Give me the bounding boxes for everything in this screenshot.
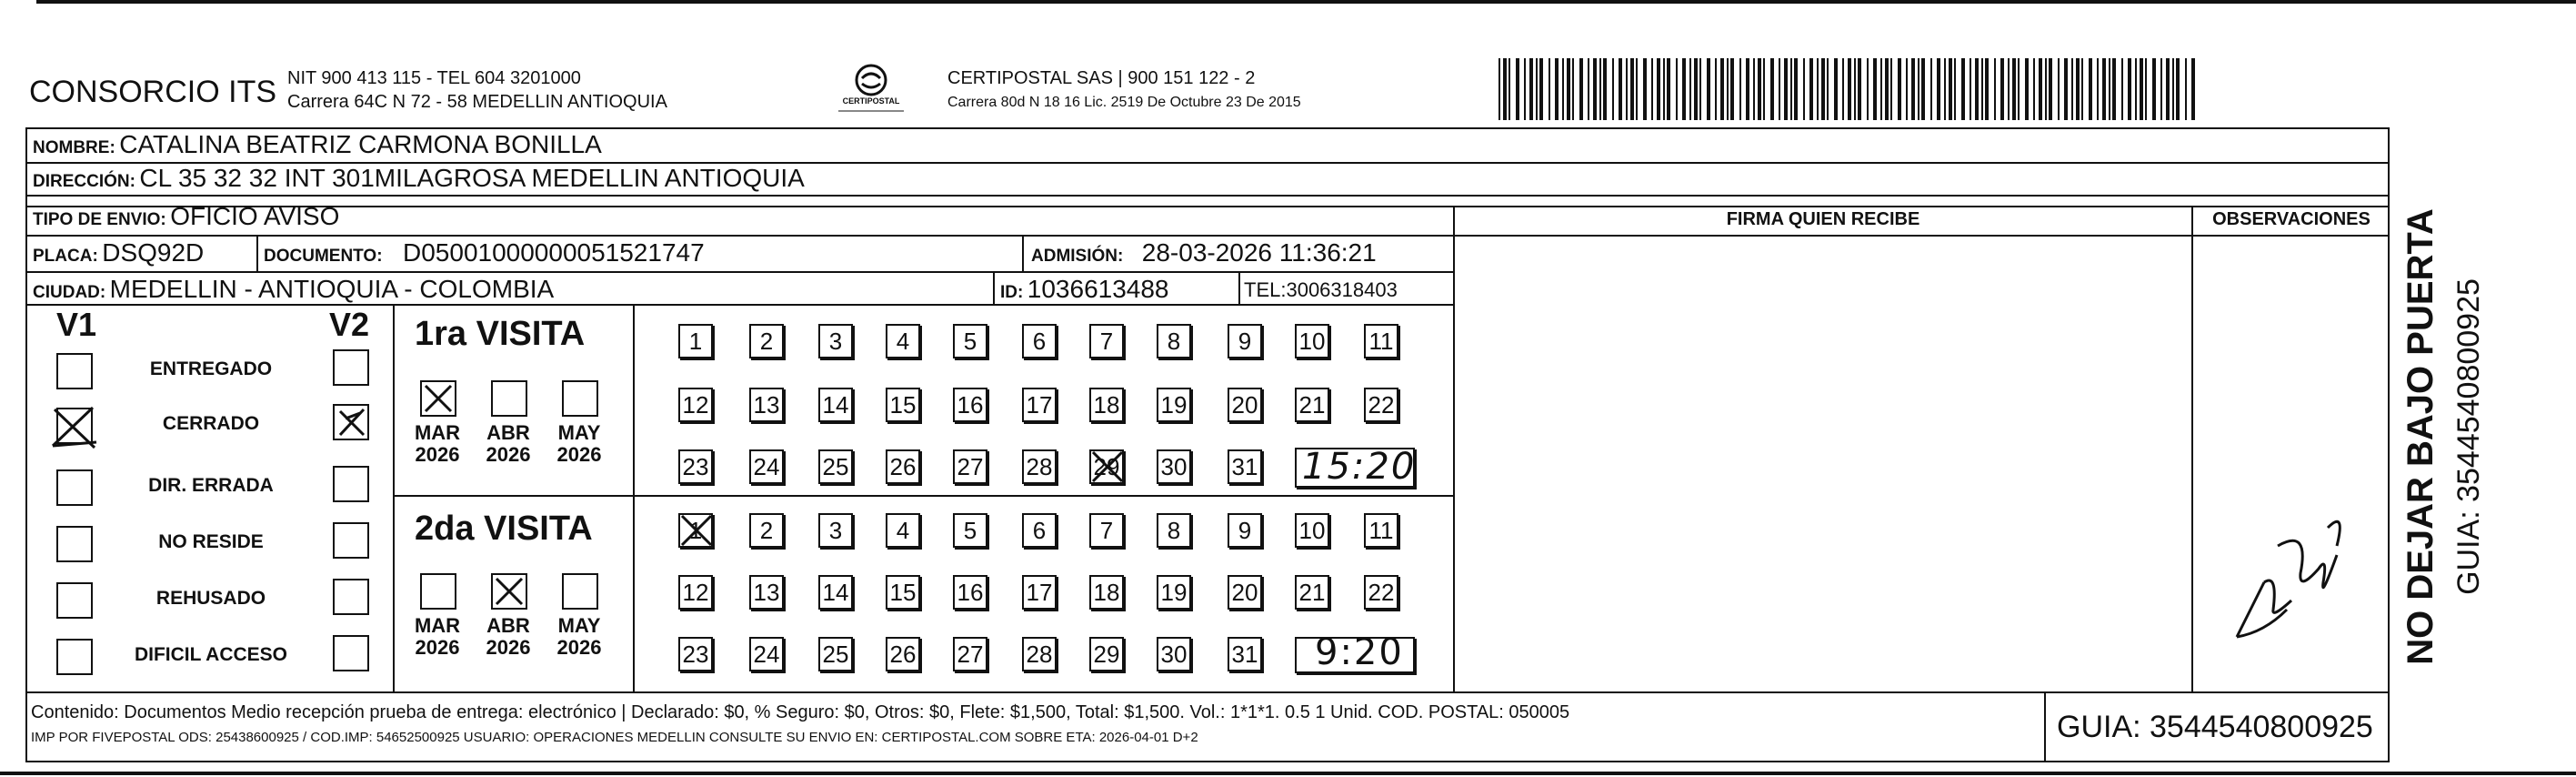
observations-header: OBSERVACIONES <box>2212 209 2371 229</box>
day-box[interactable]: 6 <box>1022 324 1057 358</box>
barcode-bar <box>1539 58 1543 120</box>
barcode-bar <box>1975 58 1979 120</box>
logo-text: CERTIPOSTAL <box>842 96 900 106</box>
document-value: D05001000000051521747 <box>403 238 705 267</box>
recipient-address: CL 35 32 32 INT 301MILAGROSA MEDELLIN ANTIOQUIA <box>139 164 805 192</box>
barcode-bar <box>1720 58 1724 120</box>
day-box[interactable]: 3 <box>818 513 853 548</box>
v2-checkbox[interactable] <box>333 579 369 615</box>
document-label: DOCUMENTO: <box>264 247 383 266</box>
day-box[interactable]: 23 <box>678 449 713 484</box>
barcode-bar <box>1536 58 1538 120</box>
day-box[interactable]: 22 <box>1364 575 1398 610</box>
month-checkbox[interactable] <box>491 380 527 417</box>
barcode-bar <box>1880 58 1882 120</box>
barcode-bar <box>1630 58 1634 120</box>
day-box[interactable]: 18 <box>1089 575 1124 610</box>
month-label: ABR <box>486 421 530 444</box>
row-divider <box>1453 235 2390 237</box>
v1-checkbox[interactable] <box>56 526 93 562</box>
barcode-bar <box>2071 58 2073 120</box>
barcode-bar <box>1970 58 1971 120</box>
barcode-bar <box>2135 58 2137 120</box>
cell-divider <box>1022 237 1024 271</box>
barcode-bar <box>1567 58 1570 120</box>
barcode-bar <box>1682 58 1686 120</box>
year-label: 2026 <box>486 636 531 659</box>
barcode <box>1498 58 2199 120</box>
barcode-bar <box>2145 58 2147 120</box>
day-box[interactable]: 24 <box>749 449 784 484</box>
barcode-bar <box>2121 58 2123 120</box>
type-label: TIPO DE ENVIO: <box>33 210 166 229</box>
barcode-bar <box>1667 58 1670 120</box>
barcode-bar <box>1961 58 1965 120</box>
day-box[interactable]: 31 <box>1228 637 1262 671</box>
barcode-bar <box>1599 58 1601 120</box>
cell-divider <box>993 273 995 304</box>
row-divider <box>25 195 2390 197</box>
v2-checkbox[interactable] <box>333 635 369 671</box>
month-checkbox[interactable] <box>420 573 456 610</box>
status-label: DIR. ERRADA <box>148 475 274 496</box>
day-box[interactable]: 16 <box>953 575 987 610</box>
barcode-bar <box>1921 58 1925 120</box>
barcode-bar <box>1676 58 1678 120</box>
day-box[interactable]: 14 <box>818 388 853 422</box>
v2-check-mark <box>333 404 369 440</box>
barcode-bar <box>1498 58 1500 120</box>
day-box[interactable]: 2 <box>749 324 784 358</box>
day-box[interactable]: 8 <box>1157 513 1191 548</box>
barcode-bar <box>1562 58 1564 120</box>
side-notice <box>2401 146 2573 728</box>
day-box[interactable]: 9 <box>1228 513 1262 548</box>
day-box[interactable]: 13 <box>749 388 784 422</box>
year-label: 2026 <box>415 636 460 659</box>
barcode-bar <box>2166 58 2170 120</box>
day-box[interactable]: 4 <box>886 513 920 548</box>
carrier-name: CERTIPOSTAL SAS | 900 151 122 - 2 <box>947 68 1256 88</box>
barcode-bar <box>1619 58 1622 120</box>
day-box[interactable]: 10 <box>1295 324 1329 358</box>
company-nit: NIT 900 413 115 - TEL 604 3201000 <box>287 68 581 88</box>
barcode-bar <box>1516 58 1519 120</box>
barcode-bar <box>2008 58 2010 120</box>
barcode-bar <box>1873 58 1877 120</box>
day-box[interactable]: 19 <box>1157 575 1191 610</box>
visit2-time: 9:20 <box>1315 631 1404 673</box>
barcode-bar <box>1579 58 1583 120</box>
barcode-bar <box>1689 58 1691 120</box>
day-box[interactable]: 26 <box>886 449 920 484</box>
barcode-bar <box>1944 58 1946 120</box>
barcode-bar <box>2000 58 2004 120</box>
carrier-address: Carrera 80d N 18 16 Lic. 2519 De Octubre 23 De 2015 <box>947 95 1301 110</box>
v1-checkbox[interactable] <box>56 639 93 675</box>
month-label: MAY <box>557 614 601 637</box>
day-box[interactable]: 27 <box>953 449 987 484</box>
visit1-time: 15:20 <box>1302 446 1417 488</box>
plate-label: PLACA: <box>33 247 98 266</box>
v2-checkbox[interactable] <box>333 522 369 559</box>
day-box[interactable]: 17 <box>1022 388 1057 422</box>
day-box[interactable]: 30 <box>1157 637 1191 671</box>
id-label: ID: <box>1000 283 1024 302</box>
barcode-bar <box>2140 58 2143 120</box>
month-checkbox[interactable] <box>562 573 598 610</box>
month-label: ABR <box>486 614 530 637</box>
barcode-bar <box>1663 58 1665 120</box>
recipient-name: CATALINA BEATRIZ CARMONA BONILLA <box>119 130 602 158</box>
barcode-bar <box>1911 58 1915 120</box>
day-box[interactable]: 1 <box>678 513 713 548</box>
company-name: CONSORCIO ITS <box>29 75 277 109</box>
barcode-bar <box>1784 58 1788 120</box>
month-checkbox[interactable] <box>562 380 598 417</box>
barcode-bar <box>1503 58 1507 120</box>
barcode-bar <box>1790 58 1792 120</box>
day-box[interactable]: 30 <box>1157 449 1191 484</box>
barcode-bar <box>1746 58 1749 120</box>
v1-checkbox[interactable] <box>56 582 93 619</box>
barcode-bar <box>1848 58 1851 120</box>
day-check-mark <box>1088 447 1128 487</box>
day-box[interactable]: 23 <box>678 637 713 671</box>
day-box[interactable]: 7 <box>1089 513 1124 548</box>
barcode-bar <box>1898 58 1901 120</box>
barcode-bar <box>1981 58 1983 120</box>
day-box[interactable]: 2 <box>749 513 784 548</box>
side-guia: GUIA: 3544540800925 <box>2451 278 2486 595</box>
row-divider <box>25 206 2390 207</box>
barcode-bar <box>1651 58 1653 120</box>
barcode-bar <box>2012 58 2016 120</box>
day-box[interactable]: 17 <box>1022 575 1057 610</box>
year-label: 2026 <box>415 443 460 466</box>
barcode-bar <box>1821 58 1825 120</box>
city-row <box>33 275 554 304</box>
status-label: REHUSADO <box>155 588 266 609</box>
barcode-bar <box>1524 58 1526 120</box>
day-box[interactable]: 1 <box>678 324 713 358</box>
barcode-bar <box>2089 58 2092 120</box>
barcode-bar <box>2112 58 2116 120</box>
barcode-bar <box>1739 58 1741 120</box>
day-box[interactable]: 26 <box>886 637 920 671</box>
year-label: 2026 <box>556 636 602 659</box>
bottom-border <box>0 772 2576 775</box>
col-divider <box>633 304 635 691</box>
barcode-bar <box>2172 58 2174 120</box>
v1-checkbox[interactable] <box>56 469 93 506</box>
barcode-bar <box>1827 58 1829 120</box>
month-check-mark <box>491 573 527 610</box>
day-box[interactable]: 15 <box>886 388 920 422</box>
tel-value: 3006318403 <box>1286 278 1398 301</box>
barcode-bar <box>2033 58 2035 120</box>
month-check-mark <box>420 380 456 417</box>
barcode-bar <box>1555 58 1559 120</box>
barcode-bar <box>2185 58 2187 120</box>
barcode-bar <box>1770 58 1774 120</box>
barcode-bar <box>1779 58 1780 120</box>
plate-row <box>33 238 204 267</box>
barcode-bar <box>1817 58 1819 120</box>
day-box[interactable]: 3 <box>818 324 853 358</box>
admission-cell <box>1031 238 1377 267</box>
barcode-bar <box>1529 58 1533 120</box>
barcode-bar <box>1727 58 1729 120</box>
top-border <box>36 0 2576 4</box>
barcode-bar <box>2064 58 2068 120</box>
barcode-bar <box>2049 58 2052 120</box>
footer-content: Contenido: Documentos Medio recepción prueba de entrega: electrónico | Declarado: $0, % Seguro: $0, Otros: $0, Flete: $1,500, Total: $1,500. Vol.: 1*1*1. 0.5 1 Unid. COD. POSTAL: 050005 <box>31 702 1570 722</box>
type-row <box>33 202 339 231</box>
barcode-bar <box>1834 58 1838 120</box>
barcode-bar <box>1715 58 1717 120</box>
day-box[interactable]: 12 <box>678 575 713 610</box>
day-box[interactable]: 20 <box>1228 575 1262 610</box>
barcode-bar <box>2109 58 2110 120</box>
v1-label: V1 <box>56 306 97 343</box>
barcode-bar <box>1588 58 1589 120</box>
barcode-bar <box>2152 58 2156 120</box>
city-value: MEDELLIN - ANTIOQUIA - COLOMBIA <box>109 275 555 303</box>
row-divider <box>25 235 1453 237</box>
barcode-bar <box>2191 58 2195 120</box>
day-box[interactable]: 10 <box>1295 513 1329 548</box>
day-box[interactable]: 27 <box>953 637 987 671</box>
day-check-mark <box>677 510 717 550</box>
barcode-bar <box>1918 58 1919 120</box>
recipient-signature <box>2200 473 2364 655</box>
barcode-bar <box>1753 58 1755 120</box>
footer-col-divider <box>2044 691 2046 762</box>
barcode-bar <box>2102 58 2106 120</box>
day-box[interactable]: 24 <box>749 637 784 671</box>
day-box[interactable]: 22 <box>1364 388 1398 422</box>
footer-imp: IMP POR FIVEPOSTAL ODS: 25438600925 / COD.IMP: 54652500925 USUARIO: OPERACIONES MEDELLIN CONSULTE SU ENVIO EN: CERTIPOSTAL.COM SOBRE ETA: 2026-04-01 D+2 <box>31 730 1198 745</box>
day-box[interactable]: 12 <box>678 388 713 422</box>
day-box[interactable]: 14 <box>818 575 853 610</box>
barcode-bar <box>1885 58 1889 120</box>
v2-checkbox[interactable] <box>333 404 369 440</box>
barcode-bar <box>1593 58 1597 120</box>
address-label: DIRECCIÓN: <box>33 172 135 191</box>
row-divider <box>393 495 1453 497</box>
col-divider <box>393 304 395 691</box>
plate-value: DSQ92D <box>102 238 205 267</box>
tel-cell <box>1244 278 1398 302</box>
row-divider <box>25 304 1453 306</box>
day-box[interactable]: 25 <box>818 449 853 484</box>
barcode-bar <box>1930 58 1932 120</box>
day-box[interactable]: 6 <box>1022 513 1057 548</box>
col-divider <box>1453 206 1455 691</box>
tel-label: TEL: <box>1244 278 1287 301</box>
month-label: MAY <box>557 421 601 444</box>
side-no-dejar: NO DEJAR BAJO PUERTA <box>2401 208 2441 665</box>
day-box[interactable]: 13 <box>749 575 784 610</box>
name-label: NOMBRE: <box>33 138 115 157</box>
footer-divider <box>25 691 2390 693</box>
v1-check-mark <box>47 400 102 455</box>
barcode-bar <box>1758 58 1761 120</box>
day-box[interactable]: 11 <box>1364 324 1398 358</box>
barcode-bar <box>2039 58 2042 120</box>
month-label: MAR <box>414 421 461 444</box>
barcode-bar <box>1794 58 1798 120</box>
barcode-bar <box>1994 58 1996 120</box>
visit1-title: 1ra VISITA <box>415 315 586 353</box>
day-box[interactable]: 28 <box>1022 449 1057 484</box>
day-box[interactable]: 8 <box>1157 324 1191 358</box>
city-label: CIUDAD: <box>33 283 106 302</box>
day-box[interactable]: 21 <box>1295 575 1329 610</box>
day-box[interactable]: 29 <box>1089 637 1124 671</box>
status-label: CERRADO <box>162 413 260 434</box>
barcode-bar <box>1937 58 1940 120</box>
v2-label: V2 <box>329 306 370 343</box>
certipostal-logo <box>835 60 907 115</box>
barcode-bar <box>1842 58 1844 120</box>
barcode-bar <box>1699 58 1701 120</box>
day-box[interactable]: 28 <box>1022 637 1057 671</box>
day-box[interactable]: 16 <box>953 388 987 422</box>
day-box[interactable]: 9 <box>1228 324 1262 358</box>
col-divider <box>2191 206 2193 691</box>
day-box[interactable]: 5 <box>953 513 987 548</box>
barcode-bar <box>1626 58 1628 120</box>
barcode-bar <box>1549 58 1550 120</box>
barcode-bar <box>1854 58 1856 120</box>
day-box[interactable]: 15 <box>886 575 920 610</box>
barcode-bar <box>2018 58 2020 120</box>
barcode-bar <box>2081 58 2083 120</box>
day-box[interactable]: 25 <box>818 637 853 671</box>
day-box[interactable]: 4 <box>886 324 920 358</box>
barcode-bar <box>1858 58 1861 120</box>
barcode-bar <box>1809 58 1813 120</box>
status-label: DIFICIL ACCESO <box>134 644 287 665</box>
barcode-bar <box>1890 58 1892 120</box>
day-box[interactable]: 7 <box>1089 324 1124 358</box>
year-label: 2026 <box>486 443 531 466</box>
barcode-bar <box>2058 58 2060 120</box>
day-box[interactable]: 21 <box>1295 388 1329 422</box>
barcode-bar <box>2176 58 2180 120</box>
barcode-bar <box>1803 58 1805 120</box>
barcode-bar <box>1636 58 1638 120</box>
address-row <box>33 164 805 193</box>
barcode-bar <box>1657 58 1660 120</box>
document-cell <box>264 238 705 267</box>
cell-divider <box>1238 273 1240 304</box>
signature-header: FIRMA QUIEN RECIBE <box>1726 209 1920 229</box>
visit2-title: 2da VISITA <box>415 510 593 548</box>
barcode-bar <box>2160 58 2162 120</box>
v1-checkbox[interactable] <box>56 408 93 444</box>
v2-checkbox[interactable] <box>333 349 369 386</box>
day-box[interactable]: 31 <box>1228 449 1262 484</box>
year-label: 2026 <box>556 443 602 466</box>
barcode-bar <box>2076 58 2080 120</box>
barcode-bar <box>2045 58 2047 120</box>
day-box[interactable]: 29 <box>1089 449 1124 484</box>
barcode-bar <box>1730 58 1734 120</box>
id-cell <box>1000 275 1169 304</box>
barcode-bar <box>1985 58 1989 120</box>
barcode-bar <box>1643 58 1647 120</box>
barcode-bar <box>1867 58 1869 120</box>
barcode-bar <box>1954 58 1956 120</box>
admission-value: 28-03-2026 11:36:21 <box>1141 238 1377 267</box>
barcode-bar <box>2025 58 2029 120</box>
status-label: ENTREGADO <box>149 358 273 379</box>
cell-divider <box>256 237 258 271</box>
v2-checkbox[interactable] <box>333 466 369 502</box>
barcode-bar <box>1763 58 1765 120</box>
barcode-bar <box>2128 58 2131 120</box>
barcode-bar <box>2097 58 2099 120</box>
barcode-bar <box>1707 58 1710 120</box>
name-row <box>33 130 602 159</box>
barcode-bar <box>1906 58 1908 120</box>
day-box[interactable]: 20 <box>1228 388 1262 422</box>
barcode-bar <box>1694 58 1698 120</box>
shipment-type: OFICIO AVISO <box>170 202 340 230</box>
status-label: NO RESIDE <box>158 531 264 552</box>
barcode-bar <box>1612 58 1614 120</box>
barcode-bar <box>1572 58 1574 120</box>
day-box[interactable]: 5 <box>953 324 987 358</box>
admission-label: ADMISIÓN: <box>1031 247 1124 266</box>
day-box[interactable]: 18 <box>1089 388 1124 422</box>
day-box[interactable]: 19 <box>1157 388 1191 422</box>
barcode-bar <box>1603 58 1607 120</box>
barcode-bar <box>1949 58 1952 120</box>
id-value: 1036613488 <box>1027 275 1169 303</box>
footer-guia: GUIA: 3544540800925 <box>2057 710 2373 744</box>
month-label: MAR <box>414 614 461 637</box>
company-address: Carrera 64C N 72 - 58 MEDELLIN ANTIOQUIA <box>287 92 667 112</box>
month-checkbox[interactable] <box>491 573 527 610</box>
day-box[interactable]: 11 <box>1364 513 1398 548</box>
month-checkbox[interactable] <box>420 380 456 417</box>
v1-checkbox[interactable] <box>56 353 93 389</box>
barcode-bar <box>1509 58 1510 120</box>
